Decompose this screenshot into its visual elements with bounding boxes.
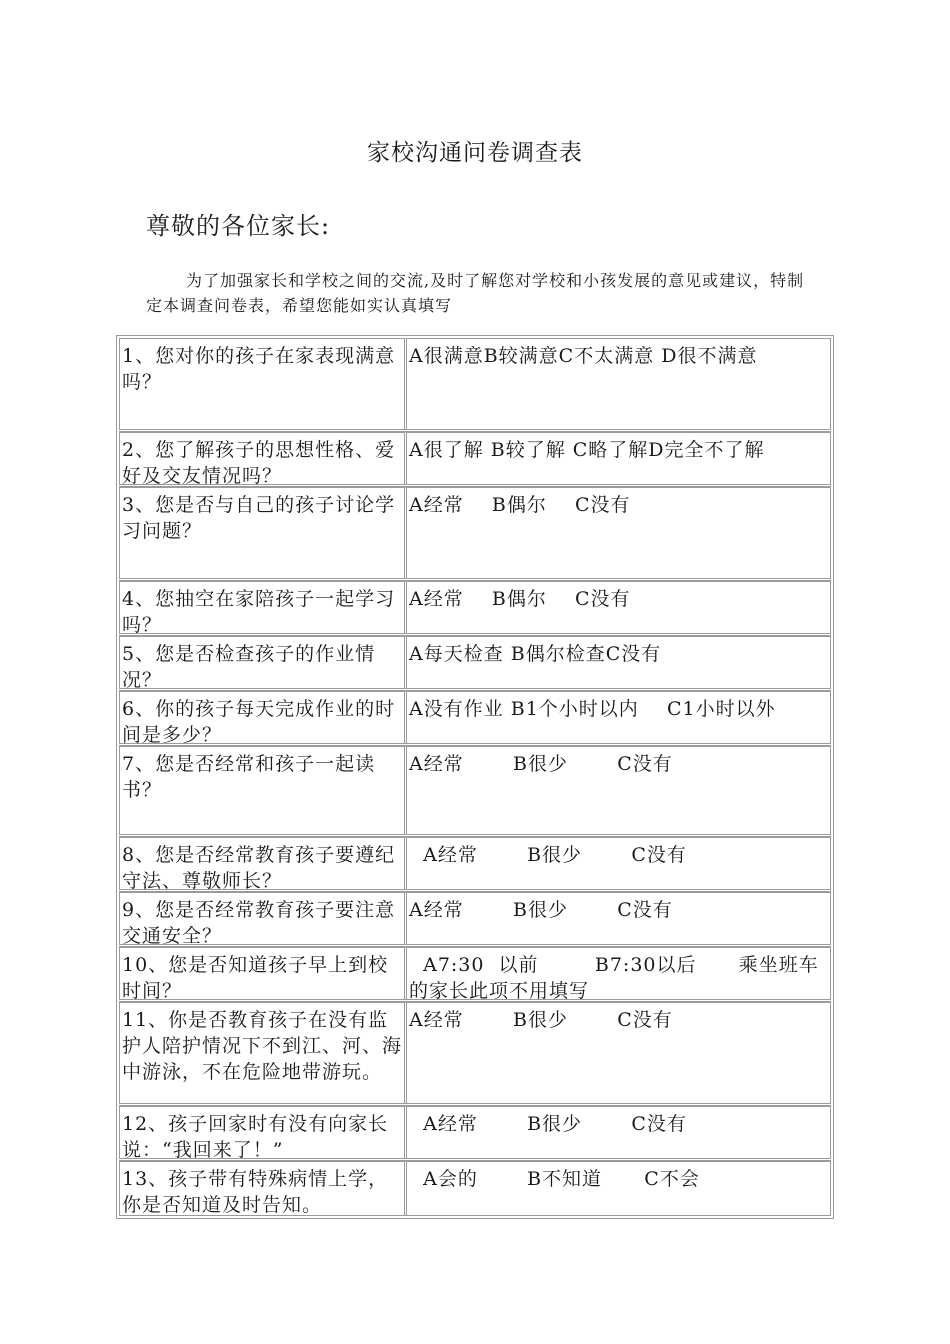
table-row [119,746,831,837]
question-cell: 1、您对你的孩子在家表现满意吗？ [119,338,407,429]
answer-options: A很满意B较满意C不太满意 D很不满意 [407,338,831,429]
question-cell: 2、您了解孩子的思想性格、爱好及交友情况吗？ [119,432,407,484]
question-cell: 7、您是否经常和孩子一起读书？ [119,746,407,834]
page-title: 家校沟通问卷调查表 [367,140,583,166]
answer-options: A经常 B偶尔 C没有 [407,487,831,578]
answer-options: A经常 B很少 C没有 [407,892,831,944]
answer-options: A没有作业 B1个小时以内 C1小时以外 [407,691,831,743]
table-row [119,947,831,1002]
table-row [119,837,831,892]
question-cell: 9、您是否经常教育孩子要注意交通安全？ [119,892,407,944]
table-row [119,1106,831,1161]
question-cell: 11、你是否教育孩子在没有监护人陪护情况下不到江、河、海中游泳，不在危险地带游玩。 [119,1002,407,1103]
question-cell: 10、您是否知道孩子早上到校时间？ [119,947,407,999]
question-cell: 6、你的孩子每天完成作业的时间是多少？ [119,691,407,743]
question-cell: 5、您是否检查孩子的作业情况？ [119,636,407,688]
table-row [119,432,831,487]
answer-options: A7:30 以前 B7:30以后 乘坐班车的家长此项不用填写 [407,947,831,999]
answer-options: A经常 B很少 C没有 [407,1002,831,1103]
table-row [119,338,831,432]
answer-options: A经常 B很少 C没有 [407,746,831,834]
answer-options: A经常 B很少 C没有 [407,837,831,889]
table-row [119,892,831,947]
table-row [119,636,831,691]
answer-options: A会的 B不知道 C不会 [407,1161,831,1215]
table-row [119,1161,831,1216]
answer-options: A很了解 B较了解 C略了解D完全不了解 [407,432,831,484]
question-cell: 12、孩子回家时有没有向家长说：“我回来了！” [119,1106,407,1158]
table-row [119,581,831,636]
question-cell: 4、您抽空在家陪孩子一起学习吗？ [119,581,407,633]
survey-table [116,335,834,1219]
question-cell: 13、孩子带有特殊病情上学，你是否知道及时告知。 [119,1161,407,1215]
greeting: 尊敬的各位家长: [146,212,331,240]
intro-paragraph: 为了加强家长和学校之间的交流,及时了解您对学校和小孩发展的意见或建议，特制定本调查问卷表，希望您能如实认真填写 [146,271,805,315]
question-cell: 8、您是否经常教育孩子要遵纪守法、尊敬师长？ [119,837,407,889]
table-row [119,691,831,746]
answer-options: A每天检查 B偶尔检查C没有 [407,636,831,688]
answer-options: A经常 B偶尔 C没有 [407,581,831,633]
table-row [119,1002,831,1106]
question-cell: 3、您是否与自己的孩子讨论学习问题？ [119,487,407,578]
table-row [119,487,831,581]
answer-options: A经常 B很少 C没有 [407,1106,831,1158]
